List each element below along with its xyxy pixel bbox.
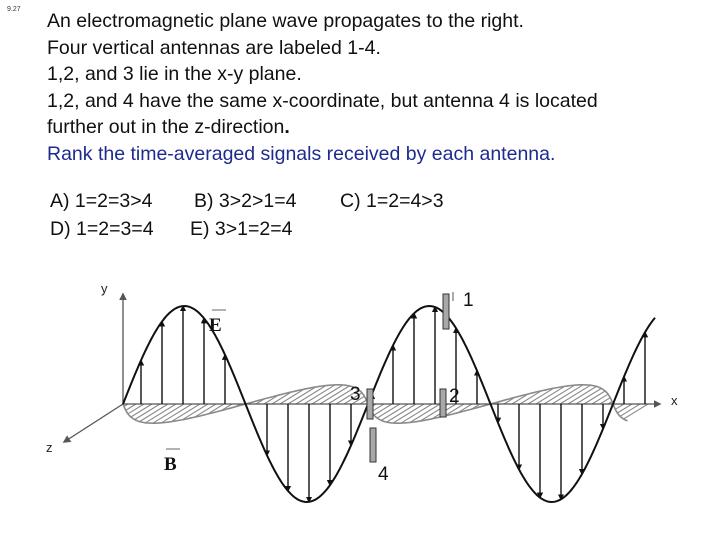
antenna-2-label: 2 <box>449 386 460 407</box>
question-line-5-text: further out in the z-direction <box>47 116 285 138</box>
answer-b[interactable]: B) 3>2>1=4 <box>194 190 297 212</box>
e-field-label: E <box>209 315 222 336</box>
b-field-hatch-5 <box>140 404 169 422</box>
antenna-1-label: 1 <box>463 290 474 311</box>
answer-a[interactable]: A) 1=2=3>4 <box>50 190 153 212</box>
antenna-3 <box>350 384 373 419</box>
question-line-5-period: . <box>284 116 290 138</box>
x-axis-label: x <box>671 393 678 408</box>
y-axis-label: y <box>101 281 108 296</box>
b-field-hatch-23 <box>320 386 349 404</box>
question-line-2: Four vertical antennas are labeled 1-4. <box>47 36 381 59</box>
b-field-hatch-31 <box>374 404 392 415</box>
antenna-3-label: 3 <box>350 384 361 405</box>
b-field-hatch-35 <box>393 404 424 423</box>
question-line-3: 1,2, and 3 lie in the x-y plane. <box>47 63 302 85</box>
b-field-hatch-51 <box>560 385 591 404</box>
b-field-hatch-2 <box>128 404 144 414</box>
b-field-hatch-55 <box>592 394 608 404</box>
antenna-4 <box>370 428 389 485</box>
antenna-1 <box>443 290 474 329</box>
b-field-hatch-52 <box>568 386 597 404</box>
b-field-hatch-59 <box>617 404 632 413</box>
question-prompt: Rank the time-averaged signals received by each antenna. <box>47 142 556 165</box>
answer-e[interactable]: E) 3>1=2=4 <box>190 218 293 240</box>
slide-number: 9.27 <box>7 6 21 13</box>
question-line-4: 1,2, and 4 have the same x-coordinate, but antenna 4 is located <box>47 89 598 112</box>
b-field-hatch-58 <box>615 404 624 409</box>
b-field-hatch-34 <box>387 404 416 422</box>
answer-d[interactable]: D) 1=2=3=4 <box>50 218 154 240</box>
question-line-1: An electromagnetic plane wave propagates to the right. <box>47 10 524 32</box>
z-axis-label: z <box>46 440 53 455</box>
b-field-hatch-33 <box>381 404 408 420</box>
b-field-label: B <box>164 454 177 475</box>
antenna-4-label: 4 <box>378 464 389 485</box>
b-field-hatch-6 <box>146 404 177 423</box>
z-axis <box>64 404 123 442</box>
answer-c[interactable]: C) 1=2=4>3 <box>340 190 444 212</box>
b-field-hatch-22 <box>312 385 343 404</box>
